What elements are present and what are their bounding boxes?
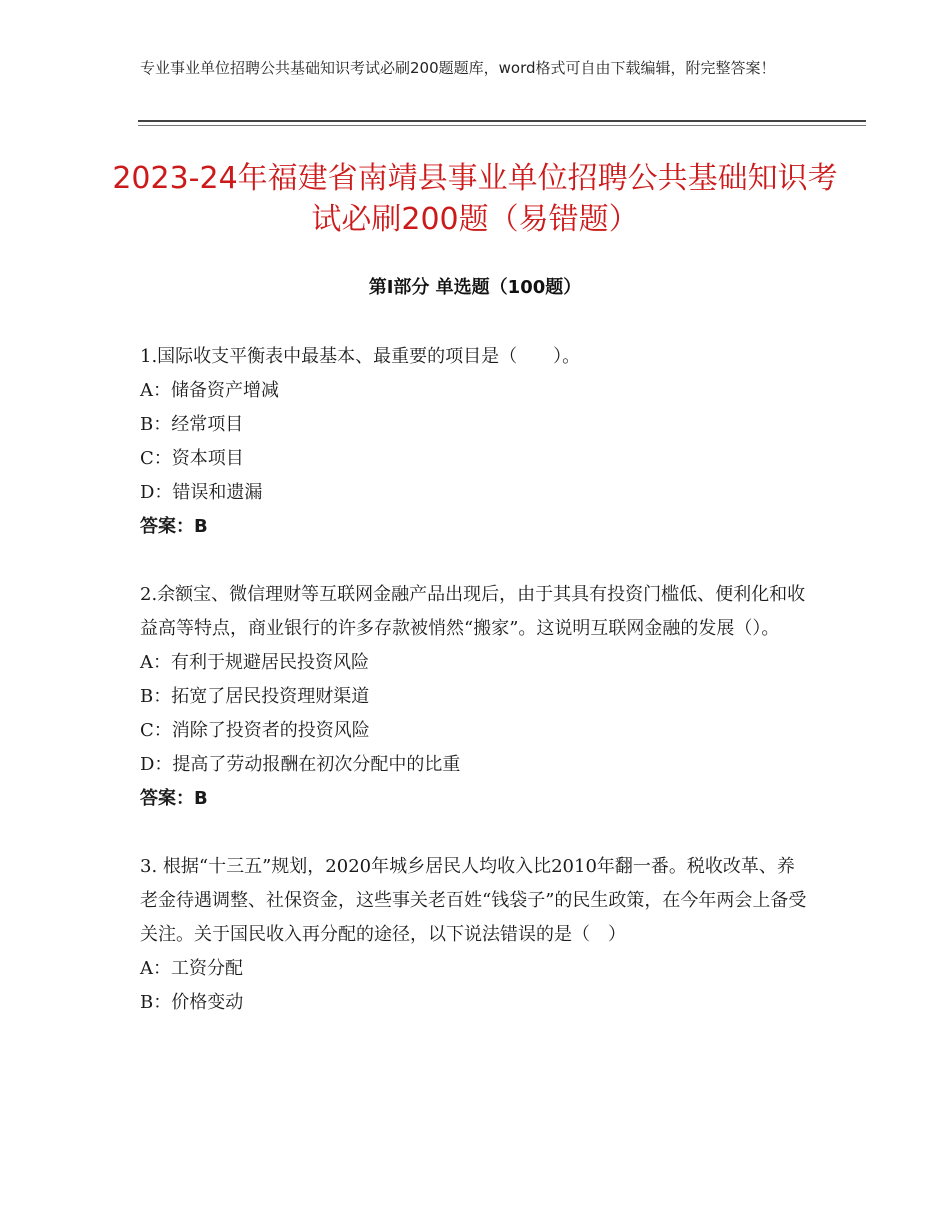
section-heading: 第Ⅰ部分 单选题（100题） [368, 277, 582, 298]
option-a: A：工资分配 [140, 958, 243, 979]
question-2 [140, 578, 810, 816]
option-b: B：价格变动 [140, 992, 244, 1013]
question-1 [140, 340, 810, 544]
document-title: 2023-24年福建省南靖县事业单位招聘公共基础知识考试必刷200题（易错题） [112, 161, 838, 237]
question-list [140, 340, 810, 1054]
document-header-note: 专业事业单位招聘公共基础知识考试必刷200题题库，word格式可自由下载编辑，附完整答案！ [140, 59, 776, 77]
option-b: B：拓宽了居民投资理财渠道 [140, 686, 370, 707]
question-stem: 2.余额宝、微信理财等互联网金融产品出现后，由于其具有投资门槛低、便利化和收益高等特点，商业银行的许多存款被悄然“搬家”。这说明互联网金融的发展（）。 [140, 584, 806, 639]
question-3 [140, 850, 810, 1020]
option-c: C：资本项目 [140, 448, 244, 469]
option-d: D：错误和遗漏 [140, 482, 263, 503]
option-a: A：储备资产增减 [140, 380, 279, 401]
question-stem: 1.国际收支平衡表中最基本、最重要的项目是（ ）。 [140, 346, 581, 367]
option-b: B：经常项目 [140, 414, 244, 435]
option-a: A：有利于规避居民投资风险 [140, 652, 369, 673]
option-c: C：消除了投资者的投资风险 [140, 720, 370, 741]
option-d: D：提高了劳动报酬在初次分配中的比重 [140, 754, 461, 775]
answer-line: 答案：B [140, 788, 208, 809]
header-divider-thick [138, 120, 866, 122]
header-divider-thin [138, 125, 866, 126]
question-stem: 3. 根据“十三五”规划，2020年城乡居民人均收入比2010年翻一番。税收改革、养老金待遇调整、社保资金，这些事关老百姓“钱袋子”的民生政策，在今年两会上备受关注。关于国民收入再分配的途径，以下说法错误的是（ ） [140, 856, 807, 945]
answer-line: 答案：B [140, 516, 208, 537]
